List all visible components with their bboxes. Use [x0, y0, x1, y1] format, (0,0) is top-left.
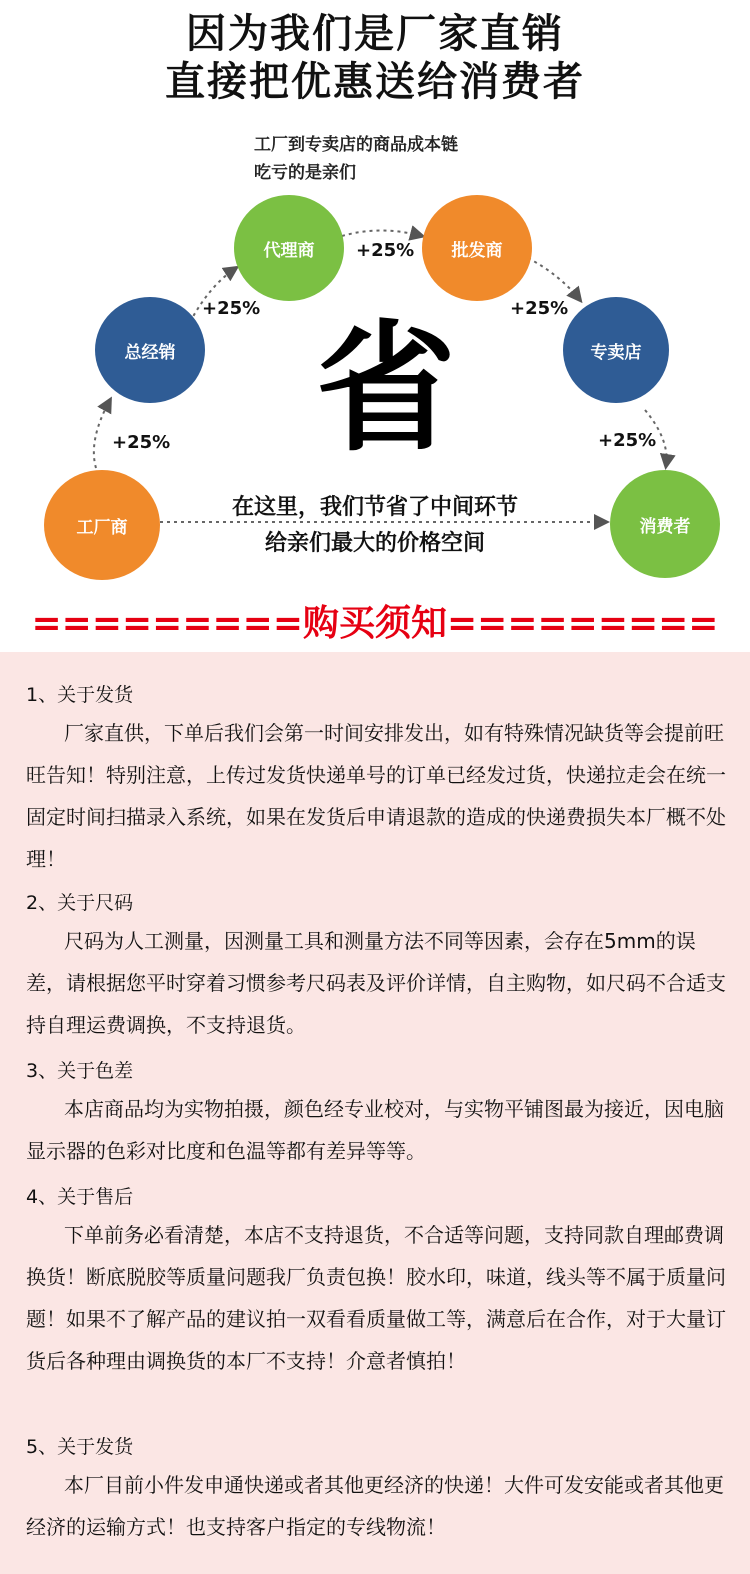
- section-body: 厂家直供，下单后我们会第一时间安排发出，如有特殊情况缺货等会提前旺旺告知！特别注意，上传过发货快递单号的订单已经发过货，快递拉走会在统一固定时间扫描录入系统，如果在发货后申请退款的造成的快递费损失本厂概不处理！: [26, 721, 726, 871]
- section-body: 下单前务必看清楚，本店不支持退货，不合适等问题，支持同款自理邮费调换货！断底脱胶等质量问题我厂负责包换！胶水印，味道，线头等不属于质量问题！如果不了解产品的建议拍一双看看质量做工等，满意后在合作，对于大量订货后各种理由调换货的本厂不支持！介意者慎拍！: [26, 1223, 726, 1373]
- headline-line1: 因为我们是厂家直销: [186, 11, 564, 57]
- markup-agent: +25%: [202, 298, 261, 319]
- headline-line2: 直接把优惠送给消费者: [165, 59, 585, 105]
- savings-message-line2: 给亲们最大的价格空间: [264, 531, 485, 556]
- arrow-agent-wholesaler: [342, 231, 422, 237]
- cost-chain-banner: [0, 0, 750, 598]
- purchase-notice-title: =========购买须知=========: [31, 603, 719, 644]
- markup-wholesaler: +25%: [356, 240, 415, 261]
- markup-distributor: +25%: [112, 432, 171, 453]
- section-body: 本厂目前小件发申通快递或者其他更经济的快递！大件可发安能或者其他更经济的运输方式！也支持客户指定的专线物流！: [26, 1473, 724, 1539]
- section-body: 本店商品均为实物拍摄，颜色经专业校对，与实物平铺图最为接近，因电脑显示器的色彩对比度和色温等都有差异等等。: [26, 1097, 724, 1163]
- intro-line2: 吃亏的是亲们: [254, 163, 356, 183]
- section-body: 尺码为人工测量，因测量工具和测量方法不同等因素，会存在5mm的误差，请根据您平时穿着习惯参考尺码表及评价详情，自主购物，如尺码不合适支持自理运费调换，不支持退货。: [26, 929, 726, 1037]
- section-title: 4、关于售后: [26, 1186, 134, 1208]
- section-title: 1、关于发货: [26, 684, 134, 706]
- arrow-factory-distributor: [94, 400, 110, 468]
- markup-store: +25%: [510, 298, 569, 319]
- markup-consumer: +25%: [598, 430, 657, 451]
- node-distributor: 总经销: [95, 297, 205, 403]
- node-store: 专卖店: [563, 297, 669, 403]
- section-title: 3、关于色差: [26, 1060, 134, 1082]
- node-consumer: 消费者: [610, 470, 720, 578]
- save-character: 省: [316, 308, 457, 471]
- node-agent: 代理商: [234, 195, 344, 301]
- purchase-notice-panel: [0, 652, 750, 1574]
- purchase-notice-divider: [0, 592, 750, 649]
- node-wholesaler: 批发商: [422, 195, 532, 301]
- node-factory: 工厂商: [44, 470, 160, 580]
- intro-line1: 工厂到专卖店的商品成本链: [254, 135, 458, 155]
- section-title: 5、关于发货: [26, 1436, 134, 1458]
- section-title: 2、关于尺码: [26, 892, 134, 914]
- savings-message-line1: 在这里，我们节省了中间环节: [231, 495, 518, 520]
- arrow-wholesaler-store: [528, 258, 580, 300]
